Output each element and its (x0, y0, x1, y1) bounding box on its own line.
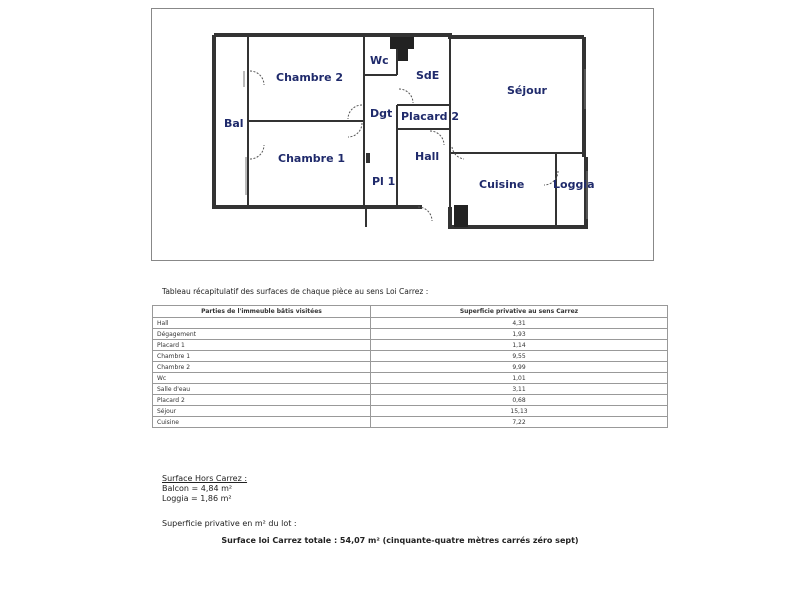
room-label-dgt: Dgt (370, 107, 393, 120)
row-value: 7,22 (371, 417, 668, 428)
table-row (153, 406, 668, 417)
row-value: 0,68 (371, 395, 668, 406)
kitchen-duct (454, 205, 468, 227)
room-label-sde: SdE (416, 69, 440, 82)
hors-carrez-block (162, 474, 247, 504)
table-header-row (153, 306, 668, 318)
room-label-cuisine: Cuisine (479, 178, 525, 191)
room-label-chambre1: Chambre 1 (278, 152, 346, 165)
room-label-loggia: Loggia (553, 178, 595, 191)
row-name: Cuisine (153, 417, 371, 428)
table-row (153, 373, 668, 384)
row-name: Placard 2 (153, 395, 371, 406)
row-name: Dégagement (153, 329, 371, 340)
room-label-hall: Hall (415, 150, 440, 163)
room-label-placard2: Placard 2 (401, 110, 459, 123)
row-name: Chambre 2 (153, 362, 371, 373)
row-value: 1,01 (371, 373, 668, 384)
floor-plan-frame (151, 8, 654, 261)
row-value: 15,13 (371, 406, 668, 417)
row-value: 1,14 (371, 340, 668, 351)
row-name: Séjour (153, 406, 371, 417)
table-row (153, 384, 668, 395)
row-value: 3,11 (371, 384, 668, 395)
table-row (153, 318, 668, 329)
lot-caption: Superficie privative en m² du lot : (162, 519, 297, 528)
room-label-sejour: Séjour (507, 84, 547, 97)
row-value: 1,93 (371, 329, 668, 340)
room-label-pl1: Pl 1 (372, 175, 396, 188)
row-name: Placard 1 (153, 340, 371, 351)
table-row (153, 417, 668, 428)
balcon-surface: Balcon = 4,84 m² (162, 484, 233, 493)
outer-wall (214, 35, 450, 39)
table-row (153, 329, 668, 340)
row-value: 4,31 (371, 318, 668, 329)
surface-table (152, 305, 668, 428)
room-label-wc: Wc (370, 54, 389, 67)
row-name: Chambre 1 (153, 351, 371, 362)
chimney-duct (390, 37, 414, 49)
table-caption: Tableau récapitulatif des surfaces de chaque pièce au sens Loi Carrez : (162, 287, 429, 296)
table-row (153, 395, 668, 406)
room-label-chambre2: Chambre 2 (276, 71, 344, 84)
chimney-duct-base (398, 49, 408, 61)
row-value: 9,55 (371, 351, 668, 362)
table-row (153, 362, 668, 373)
row-name: Salle d'eau (153, 384, 371, 395)
hors-carrez-title: Surface Hors Carrez : (162, 474, 248, 483)
floor-plan (152, 9, 655, 262)
loggia-surface: Loggia = 1,86 m² (162, 494, 232, 503)
column-header-parts: Parties de l'immeuble bâtis visitées (153, 306, 371, 318)
row-name: Wc (153, 373, 371, 384)
table-row (153, 351, 668, 362)
row-name: Hall (153, 318, 371, 329)
total-surface: Surface loi Carrez totale : 54,07 m² (cinquante-quatre mètres carrés zéro sept) (221, 536, 579, 545)
table-row (153, 340, 668, 351)
room-label-bal: Bal (224, 117, 244, 130)
row-value: 9,99 (371, 362, 668, 373)
cupboard-mark (366, 153, 370, 163)
column-header-surface: Superficie privative au sens Carrez (371, 306, 668, 318)
